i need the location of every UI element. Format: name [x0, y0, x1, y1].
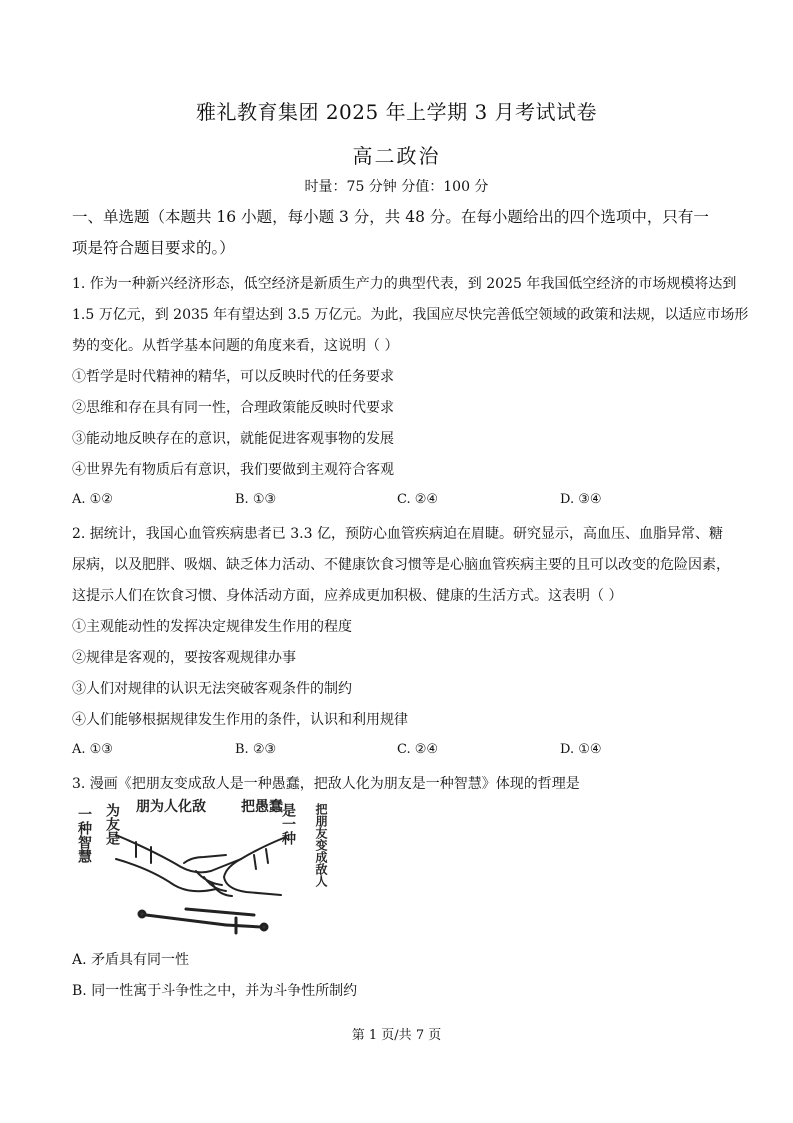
cartoon-caption-left-2: 为友是 [104, 803, 120, 845]
q2-statement-3: ③人们对规律的认识无法突破客观条件的制约 [72, 681, 352, 697]
q1-option-c[interactable]: C. ②④ [397, 492, 439, 507]
q2-stem-line-2: 尿病，以及肥胖、吸烟、缺乏体力活动、不健康饮食习惯等是心脑血管疾病主要的且可以改变的危险因素， [72, 557, 730, 573]
q1-stem-line-1: 1. 作为一种新兴经济形态，低空经济是新质生产力的典型代表，到 2025 年我国低空经济的市场规模将达到 [72, 276, 737, 292]
q3-stem: 3. 漫画《把朋友变成敌人是一种愚蠢，把敌人化为朋友是一种智慧》体现的哲理是 [72, 776, 580, 792]
q2-option-d[interactable]: D. ①④ [560, 742, 602, 757]
q2-stem-line-1: 2. 据统计，我国心血管疾病患者已 3.3 亿，预防心血管疾病迫在眉睫。研究显示，高血压、血脂异常、糖 [72, 526, 723, 542]
q1-stem-line-3: 势的变化。从哲学基本问题的角度来看，这说明（ ） [72, 338, 399, 354]
q1-option-b[interactable]: B. ①③ [235, 492, 277, 507]
page-number: 第 1 页/共 7 页 [351, 1028, 442, 1043]
cartoon-caption-right-1: 是一种 [280, 803, 296, 845]
q1-statement-4: ④世界先有物质后有意识，我们要做到主观符合客观 [72, 462, 394, 478]
q1-option-d[interactable]: D. ③④ [560, 492, 602, 507]
section-heading-line-2: 项是符合题目要求的。） [72, 239, 235, 257]
handshake-cartoon [76, 797, 338, 937]
cartoon-caption-right-2: 把朋友变成敌人 [314, 803, 328, 887]
section-heading-line-1: 一、单选题（本题共 16 小题，每小题 3 分，共 48 分。在每小题给出的四个选项中，只有一 [72, 208, 709, 226]
q2-stem-line-3: 这提示人们在饮食习惯、身体活动方面，应养成更加积极、健康的生活方式。这表明（ ） [72, 588, 623, 604]
cartoon-caption-top: 朋为人化敌 [136, 799, 206, 815]
q1-option-a[interactable]: A. ①② [72, 492, 113, 507]
q1-statement-1: ①哲学是时代精神的精华，可以反映时代的任务要求 [72, 369, 394, 385]
q3-option-a[interactable]: A. 矛盾具有同一性 [72, 952, 190, 968]
q1-statement-3: ③能动地反映存在的意识，就能促进客观事物的发展 [72, 431, 394, 447]
q2-option-c[interactable]: C. ②④ [397, 742, 439, 757]
subject-title: 高二政治 [352, 144, 441, 168]
cartoon-caption-left: 一种智慧 [76, 807, 92, 863]
q2-statement-2: ②规律是客观的，要按客观规律办事 [72, 650, 296, 666]
dagger-drawing [139, 909, 267, 933]
q1-stem-line-2: 1.5 万亿元，到 2035 年有望达到 3.5 万亿元。为此，我国应尽快完善低空领域的政策和法规，以适应市场形 [72, 307, 749, 323]
handshake-drawing [116, 835, 286, 896]
q2-option-b[interactable]: B. ②③ [235, 742, 277, 757]
exam-meta: 时量：75 分钟 分值：100 分 [304, 179, 489, 195]
q2-statement-1: ①主观能动性的发挥决定规律发生作用的程度 [72, 619, 352, 635]
q1-statement-2: ②思维和存在具有同一性，合理政策能反映时代要求 [72, 400, 394, 416]
q2-option-a[interactable]: A. ①③ [72, 742, 113, 757]
exam-title: 雅礼教育集团 2025 年上学期 3 月考试试卷 [195, 100, 598, 124]
q3-option-b[interactable]: B. 同一性寓于斗争性之中，并为斗争性所制约 [72, 983, 358, 999]
cartoon-caption-mid: 把愚蠢 [241, 799, 283, 815]
q2-statement-4: ④人们能够根据规律发生作用的条件，认识和利用规律 [72, 712, 408, 728]
